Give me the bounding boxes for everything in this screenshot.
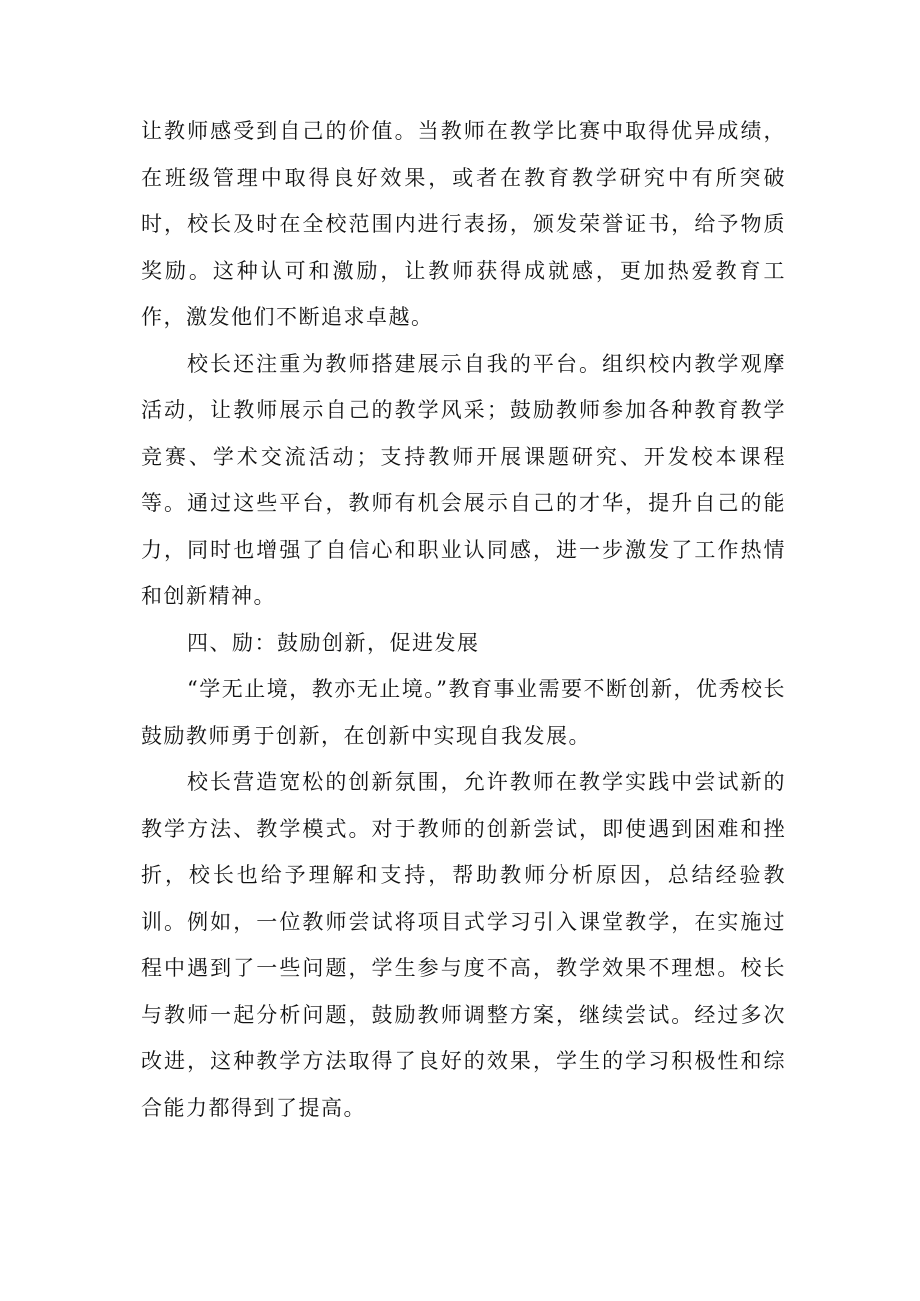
paragraph-4: 校长营造宽松的创新氛围，允许教师在教学实践中尝试新的教学方法、教学模式。对于教师的创新尝试，即使遇到困难和挫折，校长也给予理解和支持，帮助教师分析原因，总结经验教训。例如，一位教师尝试将项目式学习引入课堂教学，在实施过程中遇到了一些问题，学生参与度不高，教学效果不理想。校长与教师一起分析问题，鼓励教师调整方案，继续尝试。经过多次改进，这种教学方法取得了良好的效果，学生的学习积极性和综合能力都得到了提高。 xyxy=(141,770,786,1120)
section-heading: 四、励：鼓励创新，促进发展 xyxy=(187,630,480,655)
document-body xyxy=(141,108,786,1131)
paragraph-2: 校长还注重为教师搭建展示自我的平台。组织校内教学观摩活动，让教师展示自己的教学风采；鼓励教师参加各种教育教学竞赛、学术交流活动；支持教师开展课题研究、开发校本课程等。通过这些平台，教师有机会展示自己的才华，提升自己的能力，同时也增强了自信心和职业认同感，进一步激发了工作热情和创新精神。 xyxy=(141,351,786,608)
paragraph-1: 让教师感受到自己的价值。当教师在教学比赛中取得优异成绩，在班级管理中取得良好效果，或者在教育教学研究中有所突破时，校长及时在全校范围内进行表扬，颁发荣誉证书，给予物质奖励。这种认可和激励，让教师获得成就感，更加热爱教育工作，激发他们不断追求卓越。 xyxy=(141,119,786,329)
paragraph-3: “学无止境，教亦无止境。”教育事业需要不断创新，优秀校长鼓励教师勇于创新，在创新中实现自我发展。 xyxy=(141,677,786,748)
